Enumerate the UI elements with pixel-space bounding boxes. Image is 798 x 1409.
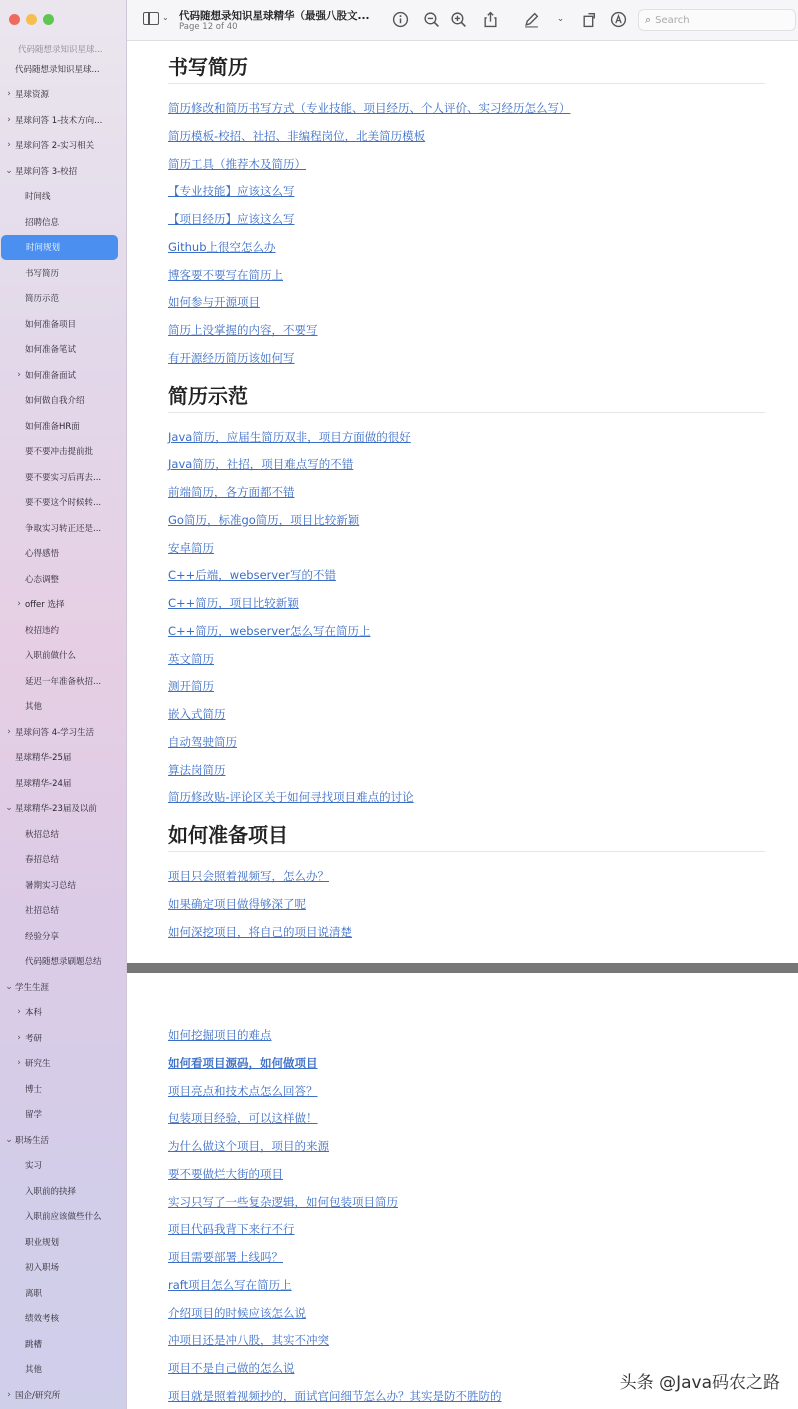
sidebar-item-label: 考研 <box>25 1033 43 1044</box>
sidebar-item-label: 校招违约 <box>25 625 60 636</box>
document-view[interactable] <box>127 41 798 1409</box>
document-link[interactable]: 项目亮点和技术点怎么回答？ <box>168 1083 318 1098</box>
zoom-in-icon[interactable] <box>450 11 467 28</box>
sidebar-item[interactable] <box>0 184 126 210</box>
sidebar-item[interactable] <box>0 260 126 286</box>
sidebar-item[interactable] <box>0 1357 126 1383</box>
sidebar-item-label: 社招总结 <box>25 906 60 917</box>
chevron-right-icon[interactable]: › <box>7 1389 11 1400</box>
sidebar-item[interactable] <box>0 643 126 669</box>
sidebar-item-label: 星球问答 2-实习相关 <box>15 141 95 152</box>
chevron-down-icon[interactable]: ⌄ <box>556 14 565 24</box>
toolbar <box>127 0 798 41</box>
document-link[interactable]: 冲项目还是冲八股，其实不冲突 <box>168 1333 329 1348</box>
sidebar-item-label: 如何准备笔试 <box>25 345 77 356</box>
sidebar-header: 代码随想录知识星球... <box>18 45 103 55</box>
document-link[interactable]: Java简历，应届生简历双非，项目方面做的很好 <box>168 429 411 444</box>
sidebar-item[interactable] <box>0 923 126 949</box>
sidebar-item-label: 招聘信息 <box>25 217 60 228</box>
page-indicator: Page 12 of 40 <box>179 22 238 32</box>
sidebar-item-label: 星球精华-24届 <box>15 778 72 789</box>
sidebar-item[interactable] <box>0 311 126 337</box>
sidebar-item[interactable] <box>0 592 126 618</box>
sidebar-item-label: 博士 <box>25 1084 43 1095</box>
sidebar-item-label: 实习 <box>25 1161 43 1172</box>
rotate-icon[interactable] <box>581 11 598 28</box>
search-input[interactable] <box>655 15 775 26</box>
chevron-down-icon[interactable]: ⌄ <box>5 803 13 814</box>
chevron-right-icon[interactable]: › <box>7 140 11 151</box>
info-icon[interactable] <box>392 11 409 28</box>
sidebar-item-label: 春招总结 <box>25 855 60 866</box>
document-link[interactable]: Java简历，社招，项目难点写的不错 <box>168 457 354 472</box>
close-window-button[interactable] <box>9 14 20 25</box>
sidebar-item[interactable] <box>0 337 126 363</box>
sidebar-item-label: 离职 <box>25 1288 43 1299</box>
document-link[interactable]: 项目代码我背下来行不行 <box>168 1222 295 1237</box>
sidebar-item-label: 要不要冲击提前批 <box>25 447 94 458</box>
sidebar-item[interactable] <box>0 668 126 694</box>
document-link[interactable]: 为什么做这个项目，项目的来源 <box>168 1139 329 1153</box>
sidebar-item-label: 其他 <box>25 702 43 713</box>
document-link[interactable]: 博客要不要写在简历上 <box>168 267 283 282</box>
share-icon[interactable] <box>482 11 499 28</box>
document-link[interactable]: 有开源经历简历该如何写 <box>168 350 295 365</box>
sidebar-item-label: 暑期实习总结 <box>25 880 77 891</box>
sidebar-item[interactable] <box>0 1229 126 1255</box>
sidebar-item[interactable] <box>0 872 126 898</box>
search-field[interactable] <box>638 9 796 31</box>
sidebar-item[interactable] <box>0 1331 126 1357</box>
sidebar-item[interactable] <box>0 413 126 439</box>
sidebar-item[interactable] <box>0 133 126 159</box>
sidebar-item[interactable] <box>0 362 126 388</box>
chevron-right-icon[interactable]: › <box>7 89 11 100</box>
sidebar-item[interactable] <box>0 464 126 490</box>
sidebar-item-label: 其他 <box>25 1365 43 1376</box>
sidebar-item-label: 星球问答 3-校招 <box>15 166 78 177</box>
sidebar-item[interactable] <box>0 847 126 873</box>
sidebar-item[interactable] <box>0 286 126 312</box>
document-link[interactable]: Github上很空怎么办 <box>168 239 276 254</box>
document-link[interactable]: 要不要做烂大街的项目 <box>168 1166 283 1181</box>
sidebar-item-label: 如何准备HR面 <box>25 421 80 432</box>
chevron-down-icon[interactable]: ⌄ <box>5 981 13 992</box>
document-link[interactable]: 简历工具（推荐木及简历） <box>168 156 306 171</box>
sidebar-item[interactable] <box>0 388 126 414</box>
document-link[interactable]: 自动驾驶简历 <box>168 734 237 749</box>
sidebar-item-label: 如何准备项目 <box>25 319 77 330</box>
sidebar-item-label: 星球资源 <box>15 90 50 101</box>
document-link[interactable]: 项目需要部署上线吗？ <box>168 1250 283 1264</box>
sidebar-item-label: 心得感悟 <box>25 549 60 560</box>
section-heading: 简历示范 <box>168 380 765 413</box>
sidebar-item-label: 跳槽 <box>25 1339 43 1350</box>
sidebar-item[interactable] <box>0 1280 126 1306</box>
sidebar-item-label: 争取实习转正还是... <box>25 523 102 534</box>
document-link[interactable]: 算法岗简历 <box>168 762 226 777</box>
zoom-window-button[interactable] <box>43 14 54 25</box>
chevron-right-icon[interactable]: › <box>17 1032 21 1043</box>
sidebar-item[interactable] <box>0 82 126 108</box>
document-link[interactable]: 如何参与开源项目 <box>168 295 260 310</box>
annotate-icon[interactable] <box>610 11 627 28</box>
document-link[interactable]: 测开简历 <box>168 679 214 694</box>
sidebar-item-label: 星球精华-23届及以前 <box>15 804 97 815</box>
chevron-down-icon[interactable]: ⌄ <box>162 13 169 22</box>
sidebar-item-label: 职场生活 <box>15 1135 50 1146</box>
sidebar-item-label: 国企/研究所 <box>15 1390 61 1401</box>
sidebar-item[interactable] <box>0 1153 126 1179</box>
document-link[interactable]: 包装项目经验，可以这样做！ <box>168 1111 318 1126</box>
document-link[interactable]: 简历模板-校招、社招、非编程岗位，北美简历模板 <box>168 128 426 143</box>
sidebar-item-label: 职业规划 <box>25 1237 60 1248</box>
document-link[interactable]: raft项目怎么写在简历上 <box>168 1277 292 1292</box>
document-link[interactable]: 简历修改贴-评论区关于如何寻找项目难点的讨论 <box>168 790 414 805</box>
sidebar-item-label: 时间规划 <box>26 243 61 254</box>
sidebar-item[interactable] <box>0 107 126 133</box>
document-link[interactable]: 英文简历 <box>168 651 214 666</box>
chevron-right-icon[interactable]: › <box>7 114 11 125</box>
document-link[interactable]: 项目只会照着视频写，怎么办？ <box>168 869 329 883</box>
chevron-down-icon[interactable]: ⌄ <box>5 165 13 176</box>
chevron-right-icon[interactable]: › <box>17 369 21 380</box>
document-link[interactable]: C++后端，webserver写的不错 <box>168 568 336 583</box>
sidebar-item[interactable] <box>0 209 126 235</box>
watermark: 头条 @Java码农之路 <box>619 1373 780 1393</box>
document-link[interactable]: 安卓简历 <box>168 540 214 555</box>
document-link[interactable]: 【项目经历】应该这么写 <box>168 212 295 226</box>
chevron-right-icon[interactable]: › <box>17 599 21 610</box>
sidebar-item-label: 如何做自我介绍 <box>25 396 85 407</box>
sidebar-item-label: 要不要这个时候转... <box>25 498 102 509</box>
sidebar-item[interactable] <box>0 1306 126 1332</box>
document-link[interactable]: 如何看项目源码，如何做项目 <box>168 1055 318 1070</box>
sidebar-item[interactable] <box>0 1178 126 1204</box>
document-link[interactable]: 介绍项目的时候应该怎么说 <box>168 1305 306 1320</box>
document-link[interactable]: 【专业技能】应该这么写 <box>168 184 295 199</box>
document-title: 代码随想录知识星球精华（最强八股文... <box>179 10 370 22</box>
document-link[interactable]: 简历上没掌握的内容，不要写 <box>168 323 318 337</box>
sidebar-item[interactable] <box>0 617 126 643</box>
sidebar-item[interactable] <box>0 796 126 822</box>
sidebar-item-label: 入职前应该做些什么 <box>25 1212 102 1223</box>
document-link[interactable]: 实习只写了一些复杂逻辑，如何包装项目简历 <box>168 1194 398 1209</box>
document-link[interactable]: C++简历，项目比较新颖 <box>168 596 299 610</box>
sidebar-item-label: 学生生涯 <box>15 982 50 993</box>
section-heading: 如何准备项目 <box>168 819 765 852</box>
sidebar-item-label: 初入职场 <box>25 1263 60 1274</box>
document-link[interactable]: 如何深挖项目，将自己的项目说清楚 <box>168 924 352 939</box>
document-link[interactable]: 前端简历，各方面都不错 <box>168 485 295 499</box>
sidebar-item-label: 星球问答 1-技术方向... <box>15 115 103 126</box>
sidebar-item[interactable] <box>0 158 126 184</box>
sidebar-item[interactable] <box>0 821 126 847</box>
sidebar-item[interactable] <box>0 1127 126 1153</box>
sidebar-item-label: 本科 <box>25 1008 43 1019</box>
chevron-right-icon[interactable]: › <box>17 1007 21 1018</box>
window-controls <box>9 14 54 25</box>
sidebar-item-label: 入职前的抉择 <box>25 1186 77 1197</box>
document-link[interactable]: C++简历，webserver怎么写在简历上 <box>168 623 371 638</box>
document-link[interactable]: 如何挖掘项目的难点 <box>168 1028 272 1042</box>
document-link[interactable]: 项目就是照着视频抄的，面试官问细节怎么办？其实是防不胜防的 <box>168 1388 502 1403</box>
sidebar-item-label: 要不要实习后再去... <box>25 472 102 483</box>
page-separator <box>127 963 798 973</box>
search-icon: ⌕ <box>645 13 652 26</box>
sidebar-item-label: 入职前做什么 <box>25 651 77 662</box>
sidebar-item[interactable] <box>0 1076 126 1102</box>
sidebar-item-label: 书写简历 <box>25 268 60 279</box>
sidebar-item[interactable] <box>0 1102 126 1128</box>
sidebar-item-label: 秋招总结 <box>25 829 60 840</box>
sidebar-item[interactable] <box>1 235 118 261</box>
sidebar-item[interactable] <box>0 770 126 796</box>
document-link[interactable]: 项目不是自己做的怎么说 <box>168 1361 295 1375</box>
document-link[interactable]: 如果确定项目做得够深了呢 <box>168 896 306 911</box>
sidebar-item[interactable] <box>0 1382 126 1408</box>
sidebar-item[interactable] <box>0 1051 126 1077</box>
section-heading: 书写简历 <box>168 51 765 84</box>
sidebar-item[interactable] <box>0 541 126 567</box>
sidebar-item[interactable] <box>0 1204 126 1230</box>
sidebar-item[interactable] <box>0 949 126 975</box>
sidebar-item-label: 延迟一年准备秋招... <box>25 676 102 687</box>
sidebar-item-label: 绩效考核 <box>25 1314 60 1325</box>
sidebar-item[interactable] <box>0 490 126 516</box>
document-link[interactable]: Go简历，标准go简历，项目比较新颖 <box>168 512 360 527</box>
document-link[interactable]: 简历修改和简历书写方式（专业技能、项目经历、个人评价、实习经历怎么写） <box>168 101 571 115</box>
sidebar-item[interactable] <box>0 694 126 720</box>
chevron-right-icon[interactable]: › <box>7 726 11 737</box>
sidebar-item[interactable] <box>0 515 126 541</box>
sidebar-item[interactable] <box>0 1255 126 1281</box>
sidebar-item-label: offer 选择 <box>25 600 65 611</box>
sidebar-item-label: 简历示范 <box>25 294 60 305</box>
sidebar-item[interactable] <box>0 1000 126 1026</box>
minimize-window-button[interactable] <box>26 14 37 25</box>
sidebar-item-label: 心态调整 <box>25 574 60 585</box>
sidebar-item-label: 时间线 <box>25 192 51 203</box>
sidebar-item-label: 星球精华-25届 <box>15 753 72 764</box>
document-link[interactable]: 嵌入式简历 <box>168 707 226 721</box>
sidebar-item-label: 留学 <box>25 1110 43 1121</box>
chevron-right-icon[interactable]: › <box>17 1058 21 1069</box>
sidebar-item-label: 经验分享 <box>25 931 60 942</box>
zoom-out-icon[interactable] <box>423 11 440 28</box>
sidebar-item[interactable] <box>0 974 126 1000</box>
outline-list <box>0 56 126 1408</box>
sidebar-item[interactable] <box>0 898 126 924</box>
sidebar-item-label: 代码随想录刷题总结 <box>25 957 102 968</box>
sidebar-item[interactable] <box>0 566 126 592</box>
sidebar-item[interactable] <box>0 719 126 745</box>
sidebar-icon[interactable] <box>143 12 159 25</box>
chevron-down-icon[interactable]: ⌄ <box>5 1134 13 1145</box>
sidebar-item[interactable] <box>0 56 126 82</box>
sidebar-item-label: 星球问答 4-学习生活 <box>15 727 95 738</box>
pen-icon[interactable] <box>523 11 540 28</box>
sidebar-item[interactable] <box>0 745 126 771</box>
sidebar-item[interactable] <box>0 1025 126 1051</box>
sidebar <box>0 0 127 1409</box>
sidebar-item-label: 如何准备面试 <box>25 370 77 381</box>
sidebar-item-label: 代码随想录知识星球... <box>15 64 100 75</box>
sidebar-item[interactable] <box>0 439 126 465</box>
sidebar-item-label: 研究生 <box>25 1059 51 1070</box>
